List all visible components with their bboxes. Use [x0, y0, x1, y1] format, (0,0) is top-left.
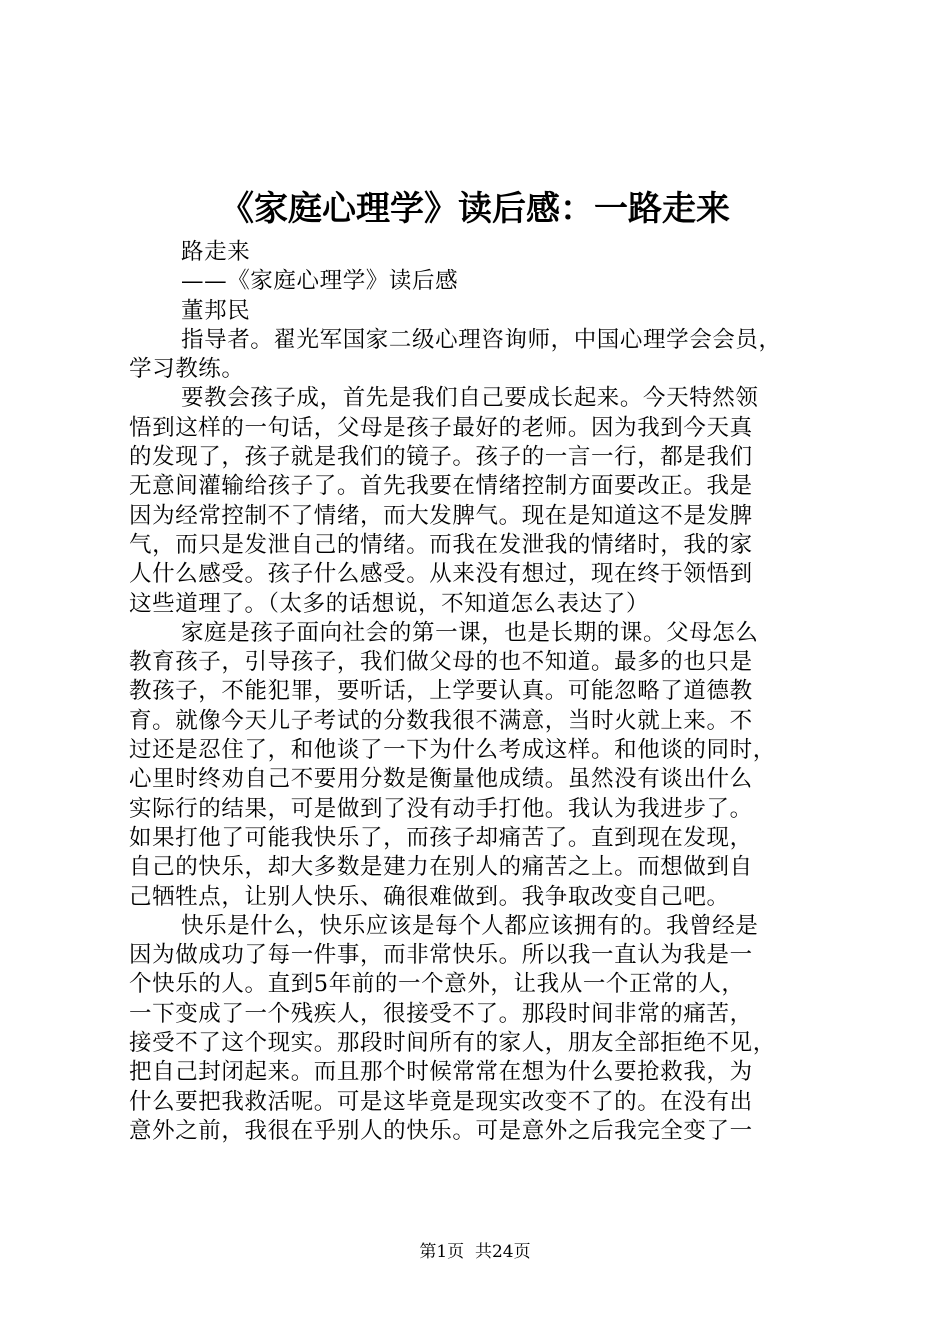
body-line: 学习教练。 [129, 356, 245, 383]
body-line: 快乐是什么，快乐应该是每个人都应该拥有的。我曾经是 [181, 912, 759, 939]
body-line: 路走来 [181, 239, 251, 265]
document-body [129, 238, 834, 1146]
body-line: 这些道理了。（太多的话想说，不知道怎么表达了） [129, 590, 650, 617]
body-line: 董邦民 [181, 297, 251, 324]
document-title: 《家庭心理学》读后感：一路走来 [220, 189, 730, 229]
body-line: 的发现了，孩子就是我们的镜子。孩子的一言一行，都是我们 [129, 444, 753, 471]
body-line: 把自己封闭起来。而且那个时候常常在想为什么要抢救我，为 [129, 1059, 753, 1086]
page-footer: 第1页 共24页 [419, 1242, 531, 1262]
body-line: 个快乐的人。直到5年前的一个意外，让我从一个正常的人， [129, 971, 745, 998]
body-line: 意外之前，我很在乎别人的快乐。可是意外之后我完全变了一 [129, 1117, 753, 1144]
body-line: 己牺牲点，让别人快乐、确很难做到。我争取改变自己吧。 [129, 883, 730, 910]
body-line: ——《家庭心理学》读后感 [181, 268, 459, 295]
body-line: 如果打他了可能我快乐了，而孩子却痛苦了。直到现在发现， [129, 824, 753, 851]
body-line: 要教会孩子成，首先是我们自己要成长起来。今天特然领 [181, 385, 759, 412]
body-line: 悟到这样的一句话，父母是孩子最好的老师。因为我到今天真 [129, 414, 753, 441]
body-line: 指导者。翟光军国家二级心理咨询师，中国心理学会会员， [181, 326, 782, 353]
body-line: 因为经常控制不了情绪，而大发脾气。现在是知道这不是发脾 [129, 502, 753, 529]
body-line: 自己的快乐，却大多数是建力在别人的痛苦之上。而想做到自 [129, 854, 753, 881]
body-line: 家庭是孩子面向社会的第一课，也是长期的课。父母怎么 [181, 619, 759, 646]
body-line: 一下变成了一个残疾人，很接受不了。那段时间非常的痛苦， [129, 1000, 753, 1027]
body-line: 育。就像今天儿子考试的分数我很不满意，当时火就上来。不 [129, 707, 753, 734]
body-line: 人什么感受。孩子什么感受。从来没有想过，现在终于领悟到 [129, 561, 753, 588]
body-line: 教育孩子，引导孩子，我们做父母的也不知道。最多的也只是 [129, 649, 753, 676]
body-line: 心里时终劝自己不要用分数是衡量他成绩。虽然没有谈出什么 [129, 766, 753, 793]
body-line: 无意间灌输给孩子了。首先我要在情绪控制方面要改正。我是 [129, 473, 753, 500]
body-line: 教孩子，不能犯罪，要听话，上学要认真。可能忽略了道德教 [129, 678, 753, 705]
body-line: 过还是忍住了，和他谈了一下为什么考成这样。和他谈的同时， [129, 737, 776, 764]
body-line: 什么要把我救活呢。可是这毕竟是现实改变不了的。在没有出 [129, 1088, 753, 1115]
body-line: 接受不了这个现实。那段时间所有的家人，朋友全部拒绝不见， [129, 1030, 776, 1057]
body-line: 气，而只是发泄自己的情绪。而我在发泄我的情绪时，我的家 [129, 531, 753, 558]
body-line: 实际行的结果，可是做到了没有动手打他。我认为我进步了。 [129, 795, 753, 822]
body-line: 因为做成功了每一件事，而非常快乐。所以我一直认为我是一 [129, 942, 753, 969]
